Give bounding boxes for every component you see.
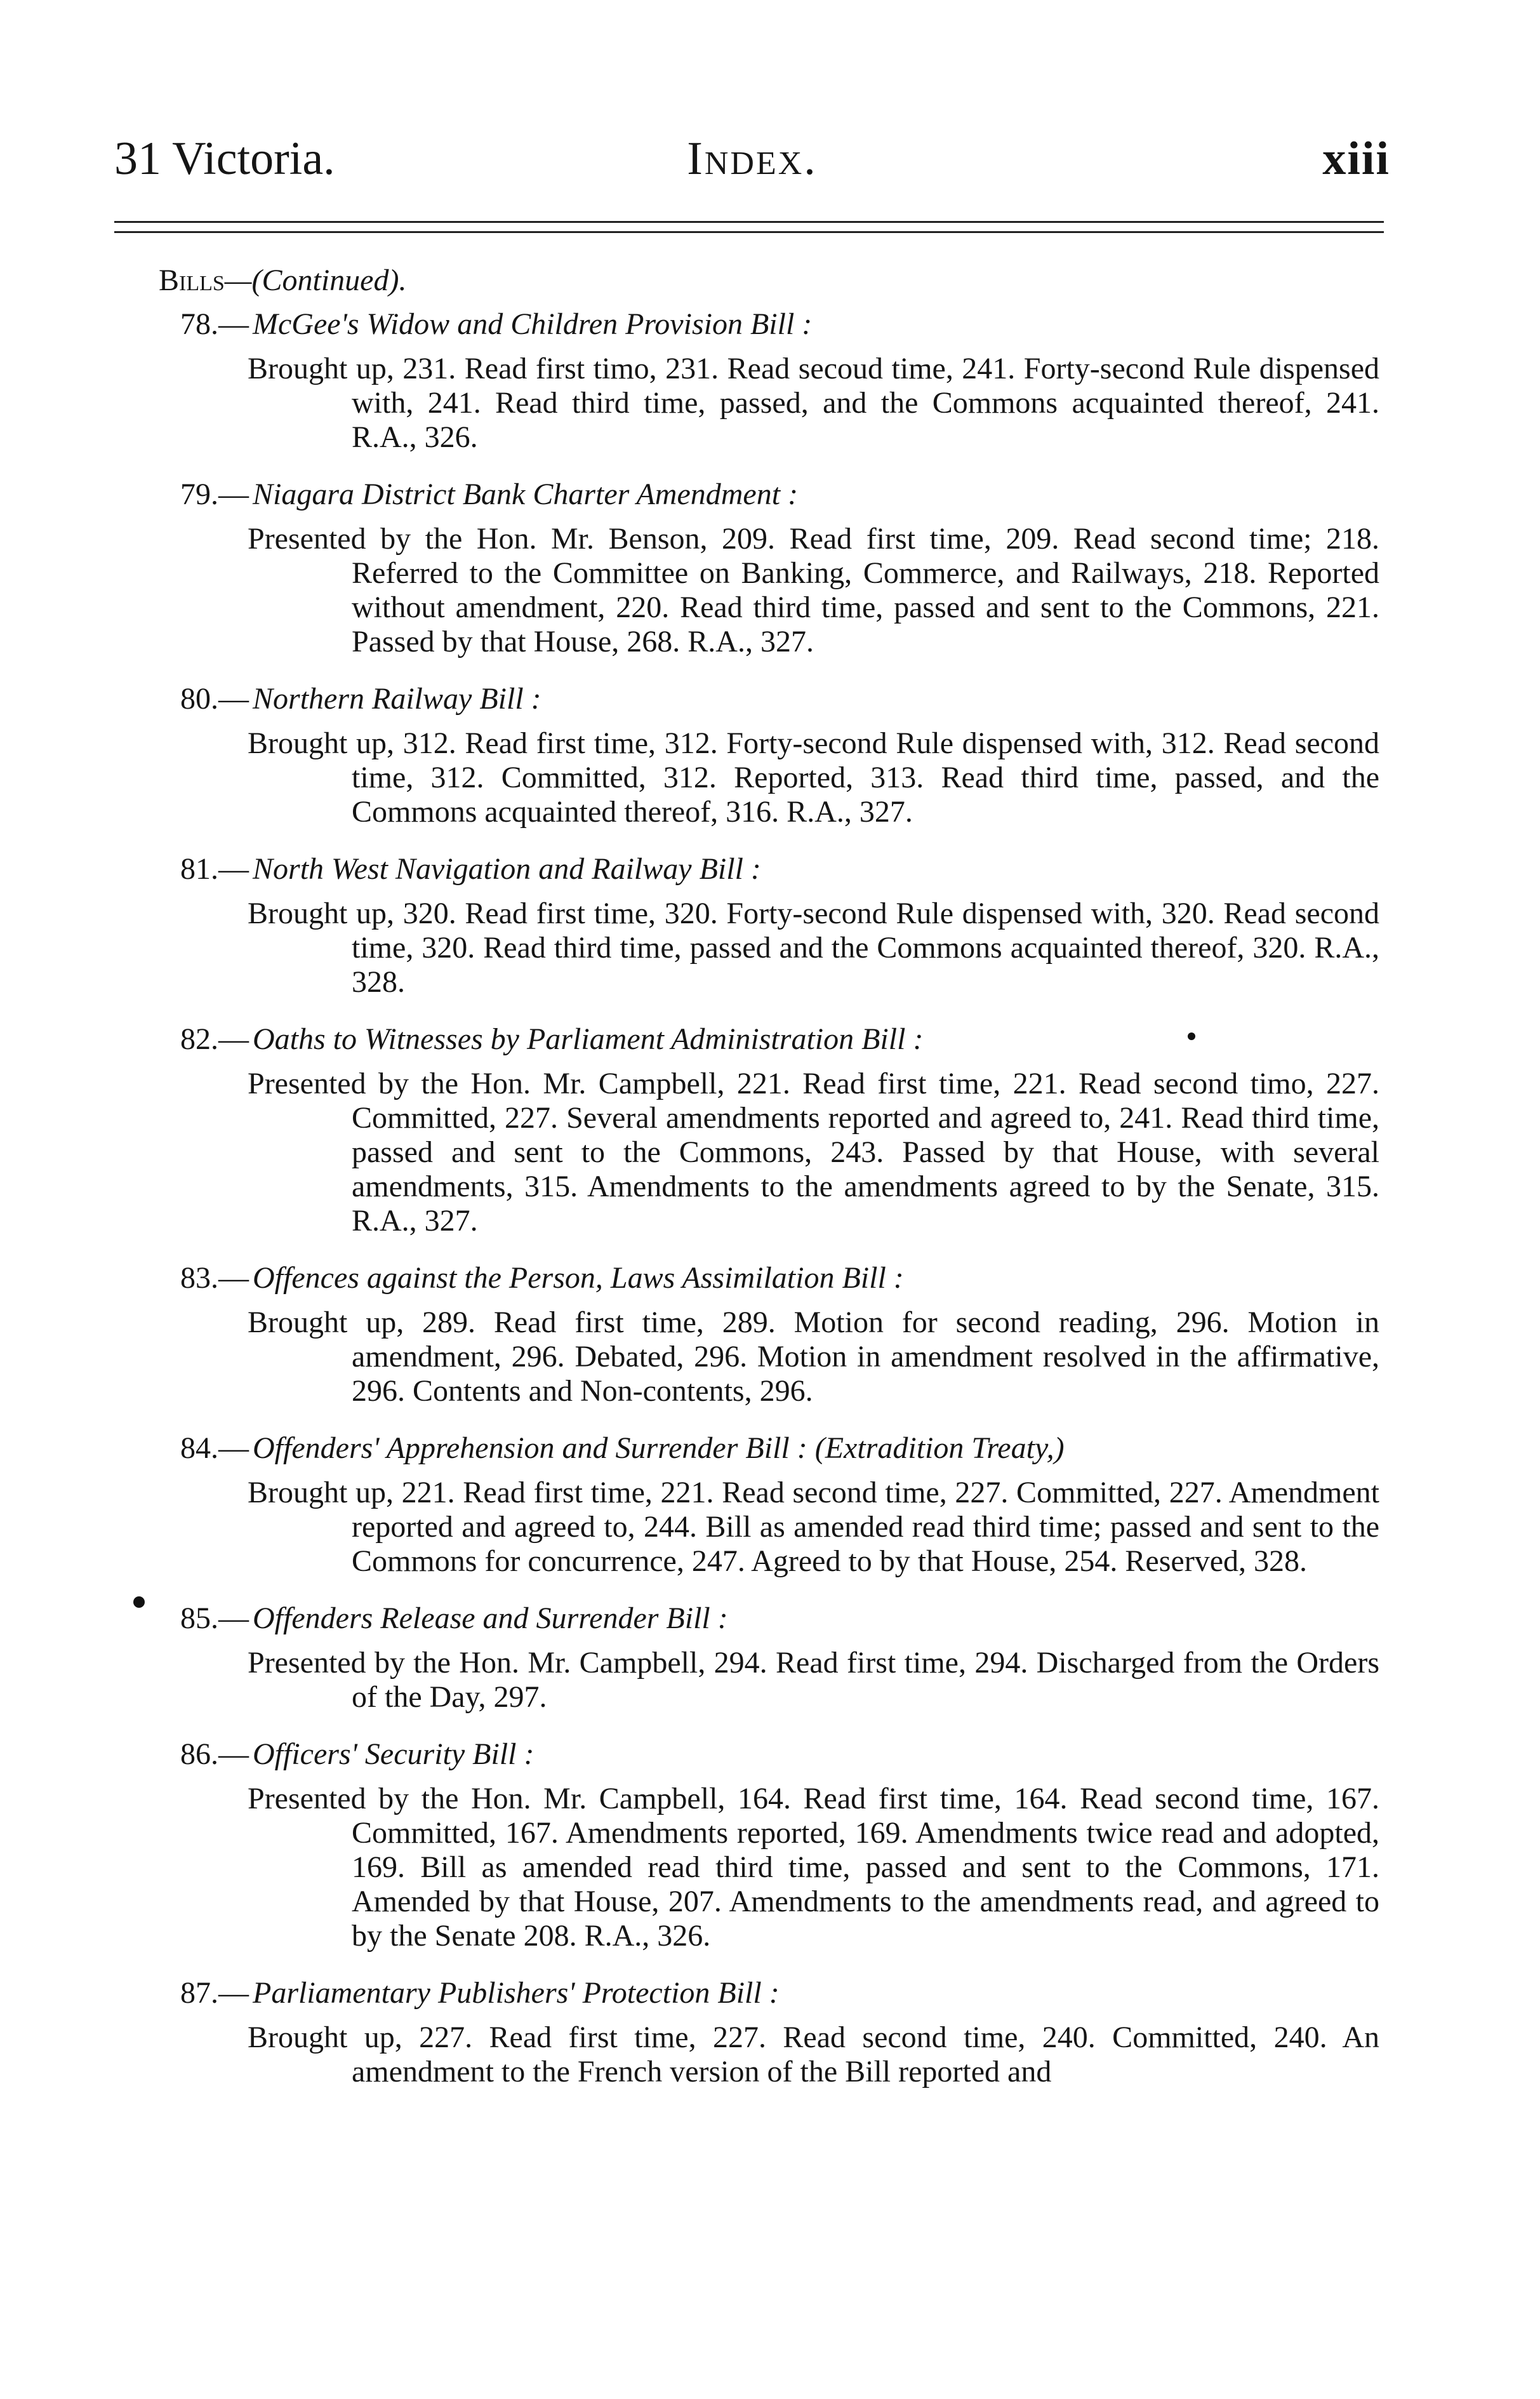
bill-entry [0,1599,1540,1714]
bill-entries-list [0,305,1540,2109]
bill-entry-heading [0,1259,1540,1298]
bill-number: 80.— [180,682,249,716]
bill-title: Offenders Release and Surrender Bill : [253,1601,728,1635]
bill-number: 79.— [180,478,249,511]
bill-number: 82.— [180,1022,249,1056]
bill-entry [0,679,1540,829]
bill-proceedings: Presented by the Hon. Mr. Campbell, 164. Read first time, 164. Read second time, 167. Committed, 167. Amendments reported, 169. Amendments twice read and adopted, 169. Bill as amended read third time, passed and sent to the Commons, 171. Amended by that House, 207. Amendments to the amendments read, and agreed to by the Senate 208. R.A., 326. [248,1782,1379,1953]
bill-entry-heading [0,850,1540,889]
bill-entry-heading [0,475,1540,514]
bill-entry-heading [0,1974,1540,2013]
bill-entry-heading [0,1735,1540,1774]
bill-title: Offences against the Person, Laws Assimilation Bill : [253,1261,904,1295]
bill-proceedings: Brought up, 320. Read first time, 320. Forty-second Rule dispensed with, 320. Read second time, 320. Read third time, passed and the Commons acquainted thereof, 320. R.A., 328. [248,897,1379,999]
bill-number: 85.— [180,1601,249,1635]
bill-title: Oaths to Witnesses by Parliament Administration Bill : [253,1022,924,1056]
bill-proceedings: Presented by the Hon. Mr. Benson, 209. Read first time, 209. Read second time; 218. Referred to the Committee on Banking, Commerce, and Railways, 218. Reported without amendment, 220. Read third time, passed and sent to the Commons, 221. Passed by that House, 268. R.A., 327. [248,522,1379,658]
bill-title: North West Navigation and Railway Bill : [253,852,761,886]
running-head-session: 31 Victoria. [114,133,335,185]
bill-number: 83.— [180,1261,249,1295]
bill-entry [0,475,1540,659]
bill-proceedings: Presented by the Hon. Mr. Campbell, 221. Read first time, 221. Read second timo, 227. Committed, 227. Several amendments reported and agreed to, 241. Read third time, passed and sent to the Commons, 243. Passed by that House, with several amendments, 315. Amendments to the amendments agreed to by the Senate, 315. R.A., 327. [248,1067,1379,1238]
bill-entry-heading [0,1429,1540,1468]
bill-entry-heading [0,305,1540,344]
bill-proceedings: Brought up, 312. Read first time, 312. Forty-second Rule dispensed with, 312. Read second time, 312. Committed, 312. Reported, 313. Read third time, passed, and the Commons acquainted thereof, 316. R.A., 327. [248,726,1379,829]
bill-title: Parliamentary Publishers' Protection Bill : [253,1976,780,2010]
header-rule-top [114,221,1384,223]
bill-number: 84.— [180,1431,249,1465]
header-double-rule [114,221,1384,233]
bill-entry-heading [0,1020,1540,1059]
running-head-title: Index. [687,133,818,185]
print-speck [133,1596,145,1608]
bill-entry [0,850,1540,999]
bill-number: 78.— [180,307,249,341]
bill-entry [0,1020,1540,1238]
section-heading-continued: —(Continued). [224,264,407,297]
bill-proceedings: Brought up, 289. Read first time, 289. Motion for second reading, 296. Motion in amendment, 296. Debated, 296. Motion in amendment resolved in the affirmative, 296. Contents and Non-contents, 296. [248,1306,1379,1408]
bill-title: Officers' Security Bill : [253,1737,534,1771]
bill-title: Niagara District Bank Charter Amendment : [253,478,799,511]
print-speck [1188,1032,1195,1040]
section-heading-label: Bills [159,264,225,297]
header-rule-bottom [114,231,1384,233]
bill-proceedings: Presented by the Hon. Mr. Campbell, 294. Read first time, 294. Discharged from the Orders of the Day, 297. [248,1646,1379,1714]
bill-title: McGee's Widow and Children Provision Bill : [253,307,813,341]
bill-number: 87.— [180,1976,249,2010]
bill-entry-heading [0,679,1540,719]
bill-proceedings: Brought up, 231. Read first timo, 231. Read secoud time, 241. Forty-second Rule dispensed with, 241. Read third time, passed, and the Commons acquainted thereof, 241. R.A., 326. [248,352,1379,454]
bill-number: 81.— [180,852,249,886]
bill-number: 86.— [180,1737,249,1771]
bill-proceedings: Brought up, 227. Read first time, 227. Read second time, 240. Committed, 240. An amendment to the French version of the Bill reported and [248,2021,1379,2088]
bill-entry [0,305,1540,455]
bill-entry [0,1259,1540,1408]
bill-proceedings: Brought up, 221. Read first time, 221. Read second time, 227. Committed, 227. Amendment reported and agreed to, 244. Bill as amended read third time; passed and sent to the Commons for concurrence, 247. Agreed to by that House, 254. Reserved, 328. [248,1476,1379,1578]
bill-entry [0,1974,1540,2089]
section-heading [159,260,406,301]
bill-entry-heading [0,1599,1540,1638]
running-head-page-number: xiii [1322,133,1390,185]
bill-title: Offenders' Apprehension and Surrender Bill : (Extradition Treaty,) [253,1431,1065,1465]
bill-entry [0,1735,1540,1953]
running-head [114,130,1390,187]
bill-title: Northern Railway Bill : [253,682,541,716]
bill-entry [0,1429,1540,1579]
